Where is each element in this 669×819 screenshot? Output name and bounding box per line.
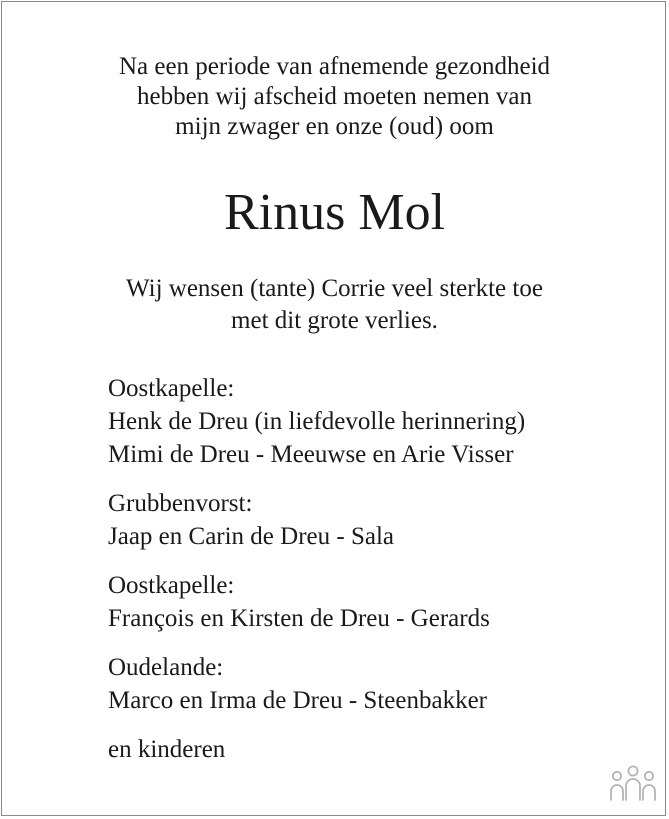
family-group (108, 487, 628, 553)
group-name: Jaap en Carin de Dreu - Sala (108, 523, 394, 550)
wish-line: met dit grote verlies. (231, 307, 438, 334)
group-name: Henk de Dreu (in liefdevolle herinnering) (108, 408, 526, 435)
group-place: Grubbenvorst: (108, 490, 253, 517)
group-place: Oostkapelle: (108, 375, 235, 402)
closing-text: en kinderen (108, 736, 226, 763)
family-groups (108, 372, 628, 766)
people-group-icon (608, 764, 658, 804)
group-place: Oudelande: (108, 654, 224, 681)
group-place: Oostkapelle: (108, 572, 235, 599)
family-group (108, 651, 628, 717)
deceased-name: Rinus Mol (223, 184, 446, 241)
family-group (108, 372, 628, 471)
intro-text (0, 52, 669, 142)
intro-line: Na een periode van afnemende gezondheid (118, 53, 551, 80)
wish-text (0, 273, 669, 337)
group-name: Marco en Irma de Dreu - Steenbakker (108, 687, 487, 714)
group-name: Mimi de Dreu - Meeuwse en Arie Visser (108, 441, 514, 468)
family-group (108, 569, 628, 635)
wish-line: Wij wensen (tante) Corrie veel sterkte toe (126, 275, 543, 302)
group-name: François en Kirsten de Dreu - Gerards (108, 605, 490, 632)
intro-line: mijn zwager en onze (oud) oom (175, 113, 494, 140)
intro-line: hebben wij afscheid moeten nemen van (137, 83, 532, 110)
